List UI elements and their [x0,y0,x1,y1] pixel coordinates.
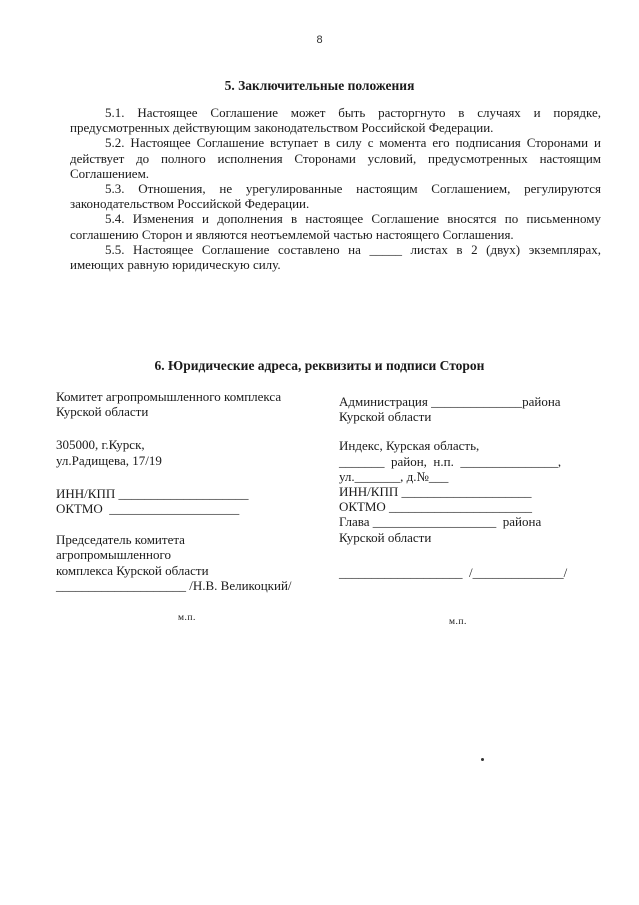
left-party-requisites [56,486,326,516]
left-inn-kpp: ИНН/КПП ____________________ [56,485,249,501]
clause-5-3: 5.3. Отношения, не урегулированные настоящим Соглашением, регулируются законодательством Российской Федерации. [70,181,601,212]
right-head: Глава ___________________ района Курской области [339,514,542,545]
left-signer: Председатель комитета агропромышленного комплекса Курской области ____________________ /Н.В. Великоцкий/ [56,532,326,593]
left-party-block [56,389,326,593]
page-number: 8 [316,34,323,46]
left-signature-line: ____________________ /Н.В. Великоцкий/ [56,577,292,593]
section-5-body [70,105,601,272]
right-inn-kpp: ИНН/КПП ____________________ [339,484,532,500]
left-party-address: 305000, г.Курск, ул.Радищева, 17/19 [56,437,162,468]
left-oktmo: ОКТМО ____________________ [56,501,240,517]
section-5-title: 5. Заключительные положения [224,78,415,93]
right-party-requisites [339,484,609,514]
left-party-org: Комитет агропромышленного комплекса Курской области [56,389,282,420]
clause-5-4: 5.4. Изменения и дополнения в настоящее Соглашение вносятся по письменному соглашению Сторон и являются неотъемлемой частью настоящего Соглашения. [70,211,601,242]
clause-5-1: 5.1. Настоящее Соглашение может быть расторгнуто в случаях и порядке, предусмотренных действующим законодательством Российской Федерации. [70,105,601,136]
right-party-address: Индекс, Курская область, _______ район, н.п. _______________, ул._______, д.№___ [339,438,562,484]
right-party-block [339,394,609,580]
clause-5-5: 5.5. Настоящее Соглашение составлено на _____ листах в 2 (двух) экземплярах, имеющих равную юридическую силу. [70,241,601,273]
right-oktmo: ОКТМО ______________________ [339,499,533,515]
section-6-title: 6. Юридические адреса, реквизиты и подписи Сторон [154,358,485,373]
right-signature-line: ___________________ /______________/ [339,564,568,580]
clause-5-2: 5.2. Настоящее Соглашение вступает в силу с момента его подписания Сторонами и действует до полного исполнения Сторонами условий, предусмотренных настоящим Соглашением. [70,135,601,181]
left-stamp-place: м.п. [178,613,196,623]
right-party-org: Администрация ______________района Курской области [339,394,561,425]
right-stamp-place: м.п. [449,617,467,627]
scan-speck [481,758,484,761]
